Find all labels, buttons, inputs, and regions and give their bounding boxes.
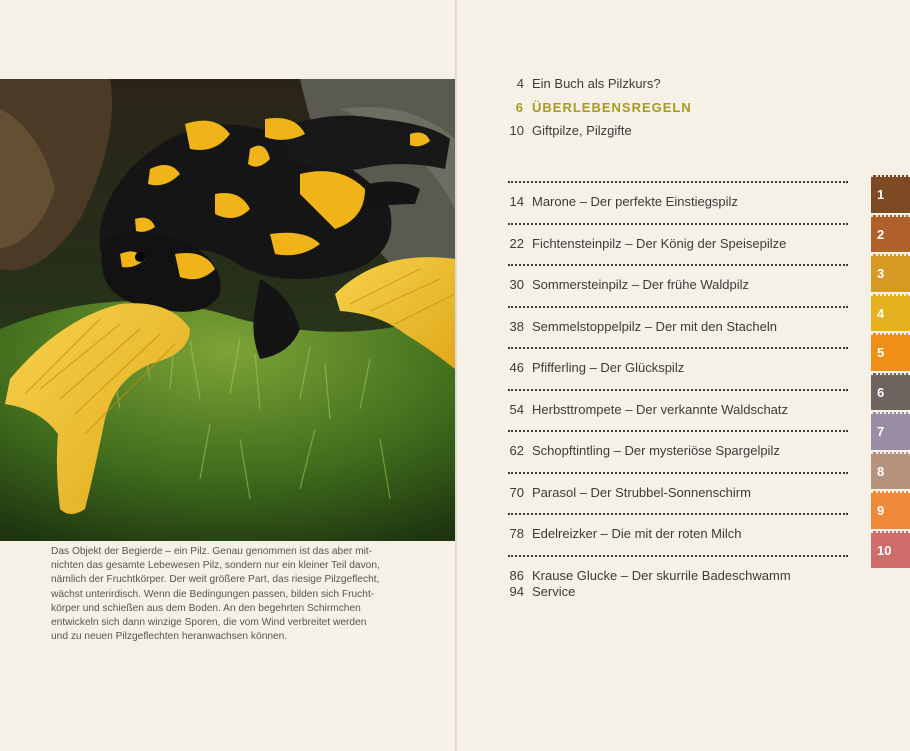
entry-title: ÜBERLEBENSREGELN bbox=[532, 99, 692, 115]
chapter-tab[interactable] bbox=[871, 531, 910, 569]
page-number: 38 bbox=[509, 318, 524, 334]
chapter-tab[interactable] bbox=[871, 294, 910, 332]
intro-item[interactable] bbox=[508, 72, 692, 96]
entry-title: Schopftintling – Der mysteriöse Spargelpilz bbox=[532, 443, 780, 459]
chapter-tab[interactable] bbox=[871, 254, 910, 292]
chapter-tab[interactable] bbox=[871, 412, 910, 450]
page-number: 70 bbox=[509, 484, 524, 500]
entry-title: Service bbox=[532, 584, 576, 599]
tab-label: 9 bbox=[877, 503, 885, 519]
page-number: 10 bbox=[509, 123, 524, 139]
toc-item-service[interactable] bbox=[508, 580, 575, 603]
photo-caption: Das Objekt der Begierde – ein Pilz. Genau genommen ist das aber mit- nichten das gesamte Lebewesen Pilz, sondern nur ein kleiner Teil davon, nämlich der Fruchtkörper. Der weit größere Part, das riesige Pilzgeflecht, wächst unterirdisch. Wenn die Bedingungen passen, bilden sich Frucht- körper und schießen aus dem Boden. An den begehrten Schirmchen entwickeln sich dann winzige Sporen, die vom Wind verbreitet werden und zu neuen Pilzgeflechten heranwachsen können. bbox=[51, 546, 380, 643]
entry-title: Pfifferling – Der Glückspilz bbox=[532, 360, 685, 376]
page-number: 94 bbox=[509, 584, 524, 599]
entry-title: Semmelstoppelpilz – Der mit den Stacheln bbox=[532, 318, 777, 334]
entry-title: Sommersteinpilz – Der frühe Waldpilz bbox=[532, 277, 749, 293]
toc-item[interactable] bbox=[508, 306, 848, 346]
tab-label: 5 bbox=[877, 345, 885, 361]
chapter-tab[interactable] bbox=[871, 333, 910, 371]
toc-item[interactable] bbox=[508, 347, 848, 387]
page-number: 14 bbox=[509, 194, 524, 210]
page-number: 30 bbox=[509, 277, 524, 293]
tab-label: 8 bbox=[877, 463, 885, 479]
tab-label: 1 bbox=[877, 187, 885, 203]
chapter-tab[interactable] bbox=[871, 452, 910, 490]
tab-label: 2 bbox=[877, 226, 885, 242]
toc-item[interactable] bbox=[508, 264, 848, 304]
toc-item[interactable] bbox=[508, 223, 848, 263]
toc-item[interactable] bbox=[508, 389, 848, 429]
intro-item-current[interactable] bbox=[508, 96, 692, 120]
tab-label: 3 bbox=[877, 266, 885, 282]
entry-title: Edelreizker – Die mit der roten Milch bbox=[532, 526, 742, 542]
salamander-chanterelle-photo bbox=[0, 79, 455, 541]
chapter-tab[interactable] bbox=[871, 215, 910, 253]
chapter-tab[interactable] bbox=[871, 373, 910, 411]
tab-label: 6 bbox=[877, 384, 885, 400]
page-number: 54 bbox=[509, 401, 524, 417]
chapter-tabs bbox=[871, 175, 910, 570]
page-number: 46 bbox=[509, 360, 524, 376]
page-number: 62 bbox=[509, 443, 524, 459]
tab-label: 4 bbox=[877, 305, 885, 321]
entry-title: Marone – Der perfekte Einstiegspilz bbox=[532, 194, 738, 210]
chapter-tab[interactable] bbox=[871, 491, 910, 529]
entry-title: Ein Buch als Pilzkurs? bbox=[532, 76, 661, 92]
entry-title: Fichtensteinpilz – Der König der Speisepilze bbox=[532, 235, 787, 251]
entry-title: Herbsttrompete – Der verkannte Waldschatz bbox=[532, 401, 789, 417]
intro-item[interactable] bbox=[508, 119, 692, 143]
chapter-tab[interactable] bbox=[871, 175, 910, 213]
entry-title: Krause Glucke – Der skurrile Badeschwamm bbox=[532, 567, 791, 583]
page-number: 78 bbox=[509, 526, 524, 542]
page-number: 6 bbox=[515, 99, 524, 115]
toc-item[interactable] bbox=[508, 472, 848, 512]
entry-title: Giftpilze, Pilzgifte bbox=[532, 123, 632, 139]
page-number: 4 bbox=[516, 76, 524, 92]
page-number: 86 bbox=[509, 567, 524, 583]
intro-list bbox=[508, 72, 692, 143]
tab-label: 7 bbox=[877, 424, 885, 440]
toc-item[interactable] bbox=[508, 430, 848, 470]
toc-item[interactable] bbox=[508, 513, 848, 553]
toc-item[interactable] bbox=[508, 181, 848, 221]
entry-title: Parasol – Der Strubbel-Sonnenschirm bbox=[532, 484, 751, 500]
tab-label: 10 bbox=[877, 542, 892, 558]
photo-illustration bbox=[0, 79, 455, 541]
page-number: 22 bbox=[509, 235, 524, 251]
table-of-contents bbox=[508, 181, 848, 596]
